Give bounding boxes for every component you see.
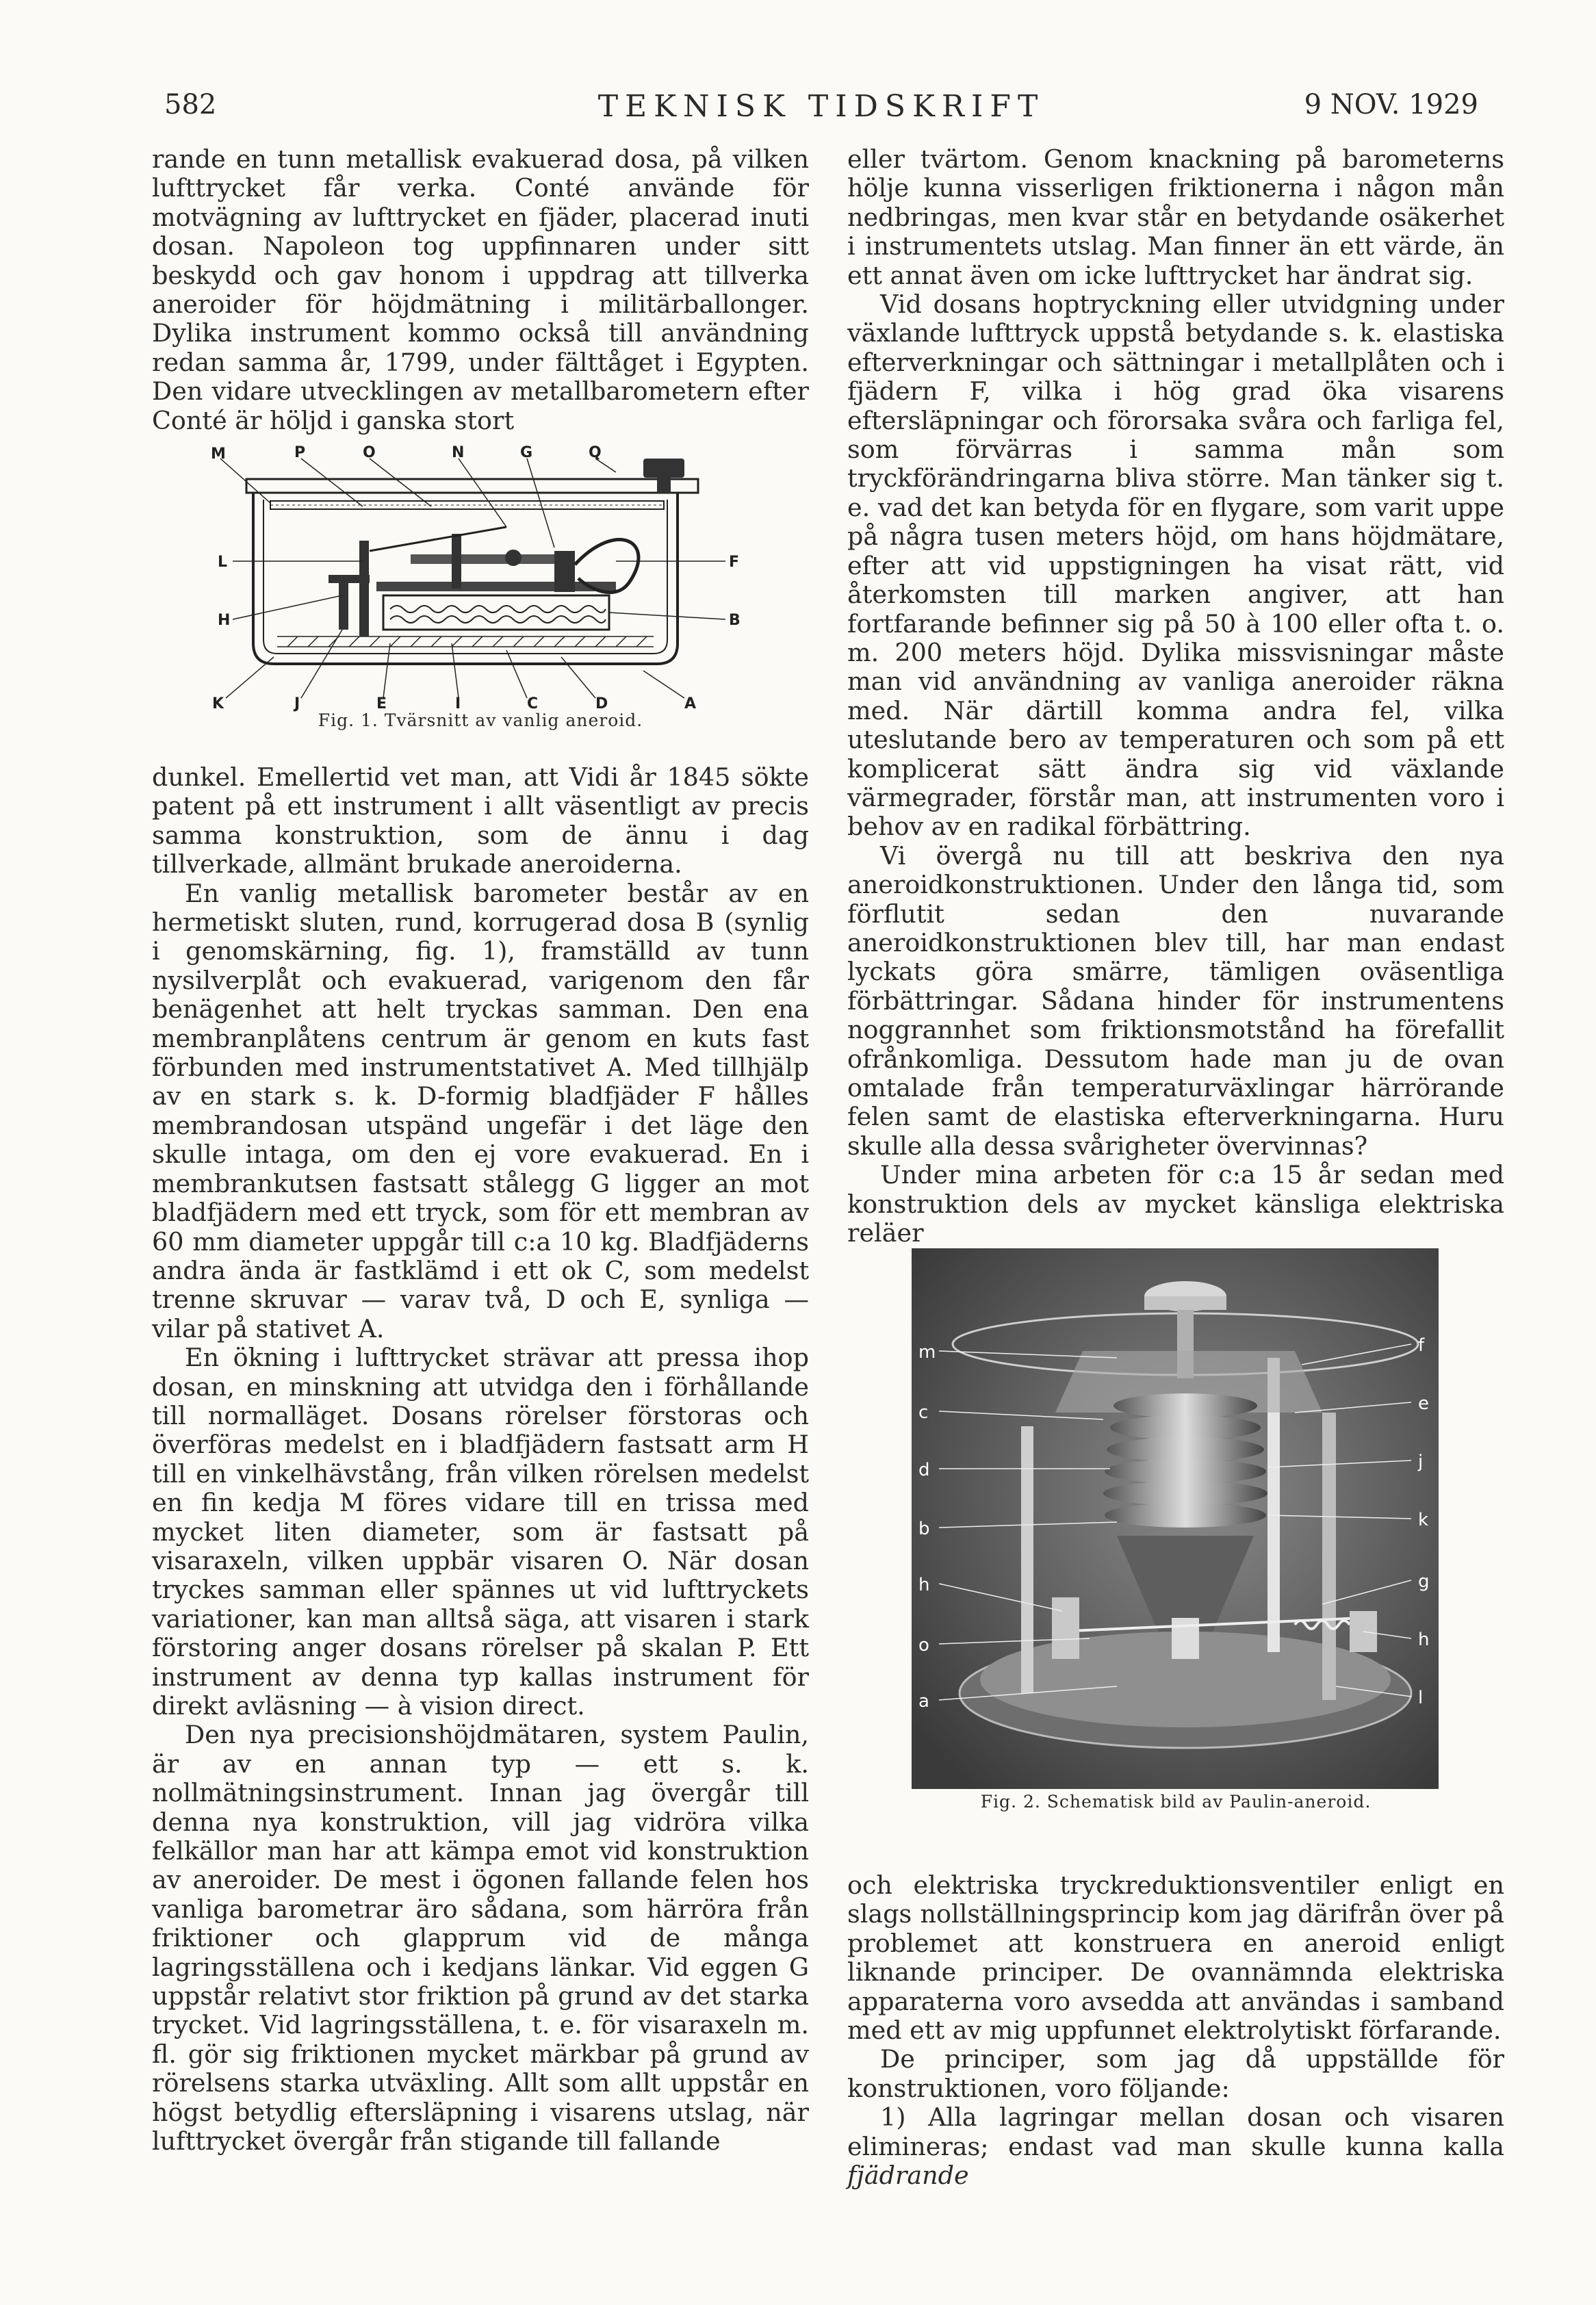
paragraph: Den nya precisionshöjdmätaren, system Paulin, är av en annan typ — ett s. k. nollmätningsinstrument. Innan jag övergår till denna nya konstruktion, vill jag vidröra vilka felkällor man har att kämpa emot vid konstruktion av aneroider. De mest i ögonen fallande felen hos vanliga barometrar äro sådana, som härröra från friktioner och glapprum vid de många lagringsställena och i kedjans länkar. Vid eggen G uppstår relativt stor friktion på grund av det starka trycket. Vid lagringsställena, t. e. för visaraxeln m. fl. gör sig friktionen mycket märkbar på grund av rörelsens starka utväxling. Allt som allt uppstår en högst betydlig eftersläpning i visarens utslag, när lufttrycket övergår från stigande till fallande bbox=[152, 1720, 809, 2156]
fig2-label-c: c bbox=[918, 1402, 929, 1423]
fig1-label-F: F bbox=[729, 554, 740, 571]
fig1-label-A: A bbox=[684, 695, 697, 712]
column-right-bottom bbox=[847, 1871, 1504, 2190]
page-number: 582 bbox=[164, 89, 217, 120]
fig1-label-H: H bbox=[218, 612, 231, 629]
column-right-top bbox=[847, 145, 1504, 1248]
issue-date: 9 NOV. 1929 bbox=[1304, 89, 1478, 120]
fig1-label-G: G bbox=[520, 444, 533, 461]
column-left-bottom bbox=[152, 763, 809, 2156]
paragraph: Under mina arbeten för c:a 15 år sedan med konstruktion dels av mycket känsliga elektriska reläer bbox=[847, 1160, 1504, 1248]
fig1-label-J: J bbox=[294, 695, 300, 712]
fig2-label-m: m bbox=[918, 1342, 936, 1363]
fig1-label-M: M bbox=[211, 446, 226, 463]
fig2-label-g: g bbox=[1418, 1571, 1430, 1592]
journal-title: TEKNISK TIDSKRIFT bbox=[597, 89, 1045, 124]
paragraph: De principer, som jag då uppställde för konstruktionen, voro följande: bbox=[847, 2044, 1504, 2103]
figure-1-cross-section bbox=[205, 438, 753, 712]
fig2-label-o: o bbox=[918, 1635, 929, 1656]
fig1-label-C: C bbox=[527, 695, 539, 712]
column-left-top bbox=[152, 145, 809, 435]
fig2-label-j: j bbox=[1418, 1452, 1424, 1472]
figure-2-paulin-aneroid bbox=[912, 1248, 1439, 1789]
paragraph bbox=[847, 2103, 1504, 2190]
fig2-label-k: k bbox=[1418, 1510, 1429, 1530]
figure-2-caption: Fig. 2. Schematisk bild av Paulin-aneroid. bbox=[980, 1792, 1372, 1812]
fig2-label-f: f bbox=[1418, 1335, 1425, 1356]
fig1-label-K: K bbox=[212, 695, 224, 712]
figure-1-caption: Fig. 1. Tvärsnitt av vanlig aneroid. bbox=[318, 710, 643, 730]
fig2-label-h-left: h bbox=[918, 1575, 930, 1595]
page-header bbox=[164, 89, 1478, 130]
paragraph: Vi övergå nu till att beskriva den nya aneroidkonstruktionen. Under den långa tid, som förflutit sedan den nuvarande aneroidkonstruktionen blev till, har man endast lyckats göra smärre, tämligen oväsentliga förbättringar. Sådana hinder för instrumentens noggrannhet som friktionsmotstånd ha förefallit ofrånkomliga. Dessutom hade man ju de ovan omtalade från temperaturväxlingar härrörande felen samt de elastiska efterverkningarna. Huru skulle alla dessa svårigheter övervinnas? bbox=[847, 840, 1504, 1161]
fig2-label-d: d bbox=[918, 1460, 930, 1480]
paragraph-text: 1) Alla lagringar mellan dosan och visaren elimineras; endast vad man skulle kunna kalla bbox=[847, 2102, 1504, 2161]
fig1-label-B: B bbox=[729, 612, 741, 629]
paragraph: En vanlig metallisk barometer består av en hermetiskt sluten, rund, korrugerad dosa B (synlig i genomskärning, fig. 1), framställd av tunn nysilverplåt och evakuerad, varigenom den får benägenhet att helt tryckas samman. Den ena membranplåtens centrum är genom en kuts fast förbunden med instrumentstativet A. Med tillhjälp av en stark s. k. D-formig bladfjäder F hålles membrandosan utspänd ungefär i det läge den skulle intaga, om den ej vore evakuerad. En i membrankutsen fastsatt stålegg G ligger an mot bladfjädern med ett tryck, som för ett membran av 60 mm diameter uppgår till c:a 10 kg. Bladfjäderns andra ända är fastklämd i ett ok C, som medelst trenne skruvar — varav två, D och E, synliga — vilar på stativet A. bbox=[152, 878, 809, 1343]
fig1-label-D: D bbox=[595, 695, 608, 712]
paragraph: och elektriska tryckreduktionsventiler enligt en slags nollställningsprincip kom jag därifrån över på problemet att konstruera en aneroid enligt liknande principer. De ovannämnda elektriska apparaterna voro avsedda att användas i samband med ett av mig uppfunnet elektrolytiskt förfarande. bbox=[847, 1870, 1504, 2046]
fig1-label-L: L bbox=[218, 554, 228, 571]
fig1-label-N: N bbox=[452, 444, 465, 461]
fig1-label-I: I bbox=[455, 695, 461, 712]
fig2-label-b: b bbox=[918, 1519, 930, 1539]
fig2-label-a: a bbox=[918, 1691, 929, 1712]
fig1-label-Q: Q bbox=[589, 444, 602, 461]
paragraph: En ökning i lufttrycket strävar att pressa ihop dosan, en minskning att utvidga den i förhållande till normalläget. Dosans rörelser förstoras och överföras medelst en i bladfjädern fastsatt arm H till en vinkelhävstång, från vilken rörelsen medelst en fin kedja M föres vidare till en trissa med mycket liten diameter, som är fastsatt på visaraxeln, vilken uppbär visaren O. När dosan tryckes samman eller spännes ut vid lufttryckets variationer, kan man alltså säga, att visaren i stark förstoring anger dosans rörelser på skalan P. Ett instrument av denna typ kallas instrument för direkt avläsning — à vision direct. bbox=[152, 1343, 809, 1721]
fig2-label-h-right: h bbox=[1418, 1630, 1430, 1650]
fig1-label-E: E bbox=[376, 695, 387, 712]
paragraph: rande en tunn metallisk evakuerad dosa, på vilken lufttrycket får verka. Conté använde för motvägning av lufttrycket en fjäder, placerad inuti dosan. Napoleon tog uppfinnaren under sitt beskydd och gav honom i uppdrag att tillverka aneroider för höjdmätning i militärballonger. Dylika instrument kommo också till användning redan samma år, 1799, under fälttåget i Egypten. Den vidare utvecklingen av metallbarometern efter Conté är höljd i ganska stort bbox=[152, 144, 809, 435]
paragraph: eller tvärtom. Genom knackning på barometerns hölje kunna visserligen friktionerna i någon mån nedbringas, men kvar står en betydande osäkerhet i instrumentets utslag. Man finner än ett värde, än ett annat även om icke lufttrycket har ändrat sig. bbox=[847, 144, 1504, 290]
fig2-label-l: l bbox=[1418, 1688, 1424, 1708]
fig2-label-e: e bbox=[1418, 1393, 1429, 1414]
fig1-label-O: O bbox=[363, 444, 376, 461]
fig1-label-P: P bbox=[294, 444, 306, 461]
paragraph: Vid dosans hoptryckning eller utvidgning under växlande lufttryck uppstå betydande s. k. elastiska efterverkningar och sättningar i metallplåten och i fjädern F, vilka i hög grad öka visarens eftersläpningar och förorsaka svåra och farliga fel, som förvärras i samma mån som tryckförändringarna bliva större. Man tänker sig t. e. vad det kan betyda för en flygare, som varit uppe på några tusen meters höjd, om hans höjdmätare, efter att vid uppstigningen ha visat rätt, vid återkomsten till marken angiver, att han fortfarande befinner sig på 50 à 100 eller ofta t. o. m. 200 meters höjd. Dylika missvisningar måste man vid användning av vanliga aneroider räkna med. När därtill komma andra fel, vilka uteslutande bero av temperaturen och som på ett komplicerat sätt ändra sig vid växlande värmegrader, förstår man, att instrumenten voro i behov av en radikal förbättring. bbox=[847, 289, 1504, 842]
italic-term: fjädrande bbox=[847, 2161, 969, 2191]
paragraph: dunkel. Emellertid vet man, att Vidi år 1845 sökte patent på ett instrument i allt väsentligt av precis samma konstruktion, som de ännu i dag tillverkade, allmänt brukade aneroiderna. bbox=[152, 762, 809, 879]
